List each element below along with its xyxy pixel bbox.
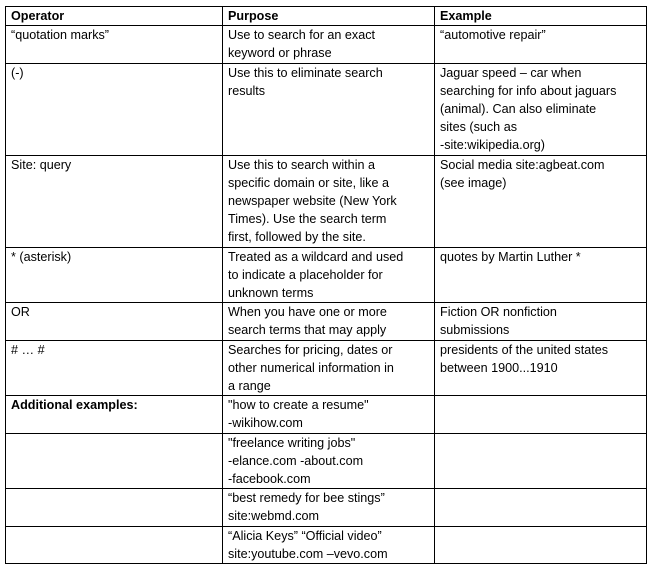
- cell-line: first, followed by the site.: [228, 230, 366, 245]
- additional-row: [6, 433, 647, 489]
- empty-cell: [435, 526, 647, 563]
- cell-line: keyword or phrase: [228, 46, 332, 61]
- additional-example-cell: [223, 526, 435, 563]
- additional-row: [6, 489, 647, 526]
- cell-line: -facebook.com: [228, 472, 311, 487]
- table-row: [6, 155, 647, 247]
- cell-line: search terms that may apply: [228, 323, 387, 338]
- additional-example-cell: [223, 489, 435, 526]
- cell-line: between 1900...1910: [440, 360, 558, 375]
- empty-cell: [6, 489, 223, 526]
- cell-line: OR: [11, 305, 30, 320]
- cell-line: (see image): [440, 175, 507, 190]
- header-operator: Operator: [6, 7, 223, 26]
- cell-line: Fiction OR nonfiction: [440, 305, 557, 320]
- cell-line: -site:wikipedia.org): [440, 138, 545, 153]
- cell-line: to indicate a placeholder for: [228, 267, 383, 282]
- operator-cell: [6, 155, 223, 247]
- cell-line: quotes by Martin Luther *: [440, 249, 581, 264]
- table-row: [6, 63, 647, 155]
- cell-line: other numerical information in: [228, 360, 394, 375]
- cell-line: -elance.com -about.com: [228, 453, 364, 468]
- empty-cell: [435, 396, 647, 433]
- cell-line: Treated as a wildcard and used: [228, 249, 404, 264]
- example-cell: [435, 63, 647, 155]
- purpose-cell: [223, 340, 435, 396]
- operator-cell: [6, 303, 223, 340]
- cell-line: a range: [228, 379, 271, 394]
- cell-line: -wikihow.com: [228, 416, 303, 431]
- cell-line: site:youtube.com –vevo.com: [228, 546, 388, 561]
- example-cell: [435, 26, 647, 63]
- cell-line: "how to create a resume": [228, 398, 369, 413]
- empty-cell: [435, 433, 647, 489]
- cell-line: When you have one or more: [228, 305, 387, 320]
- cell-line: “Alicia Keys” “Official video”: [228, 528, 382, 543]
- cell-line: unknown terms: [228, 286, 314, 301]
- cell-line: Times). Use the search term: [228, 212, 387, 227]
- header-purpose: Purpose: [223, 7, 435, 26]
- operator-cell: [6, 26, 223, 63]
- additional-row: [6, 526, 647, 563]
- table-row: [6, 247, 647, 303]
- cell-line: “best remedy for bee stings”: [228, 491, 385, 506]
- example-cell: [435, 303, 647, 340]
- purpose-cell: [223, 155, 435, 247]
- empty-cell: [435, 489, 647, 526]
- additional-example-cell: [223, 433, 435, 489]
- search-operators-table: [5, 6, 647, 564]
- cell-line: newspaper website (New York: [228, 194, 397, 209]
- cell-line: sites (such as: [440, 120, 517, 135]
- cell-line: Use this to eliminate search: [228, 65, 383, 80]
- purpose-cell: [223, 26, 435, 63]
- additional-row: [6, 396, 647, 433]
- header-example: Example: [435, 7, 647, 26]
- purpose-cell: [223, 247, 435, 303]
- cell-line: * (asterisk): [11, 249, 72, 264]
- example-cell: [435, 340, 647, 396]
- cell-line: # … #: [11, 342, 45, 357]
- empty-cell: [6, 433, 223, 489]
- purpose-cell: [223, 63, 435, 155]
- operator-cell: [6, 340, 223, 396]
- cell-line: Use this to search within a: [228, 157, 375, 172]
- cell-line: Use to search for an exact: [228, 28, 375, 43]
- cell-line: Searches for pricing, dates or: [228, 342, 393, 357]
- cell-line: presidents of the united states: [440, 342, 609, 357]
- additional-label: Additional examples:: [11, 398, 138, 413]
- table-row: [6, 340, 647, 396]
- cell-line: specific domain or site, like a: [228, 175, 389, 190]
- operator-cell: [6, 247, 223, 303]
- empty-cell: [6, 526, 223, 563]
- cell-line: “automotive repair”: [440, 28, 546, 43]
- header-row: [6, 7, 647, 26]
- cell-line: site:webmd.com: [228, 509, 319, 524]
- cell-line: "freelance writing jobs": [228, 435, 356, 450]
- operator-cell: [6, 63, 223, 155]
- purpose-cell: [223, 303, 435, 340]
- table-row: [6, 26, 647, 63]
- cell-line: (animal). Can also eliminate: [440, 102, 597, 117]
- cell-line: searching for info about jaguars: [440, 83, 617, 98]
- table-row: [6, 303, 647, 340]
- additional-label-cell: [6, 396, 223, 433]
- cell-line: Site: query: [11, 157, 72, 172]
- example-cell: [435, 247, 647, 303]
- cell-line: submissions: [440, 323, 510, 338]
- cell-line: Jaguar speed – car when: [440, 65, 582, 80]
- example-cell: [435, 155, 647, 247]
- cell-line: (-): [11, 65, 24, 80]
- additional-example-cell: [223, 396, 435, 433]
- cell-line: Social media site:agbeat.com: [440, 157, 605, 172]
- cell-line: results: [228, 83, 266, 98]
- cell-line: “quotation marks”: [11, 28, 109, 43]
